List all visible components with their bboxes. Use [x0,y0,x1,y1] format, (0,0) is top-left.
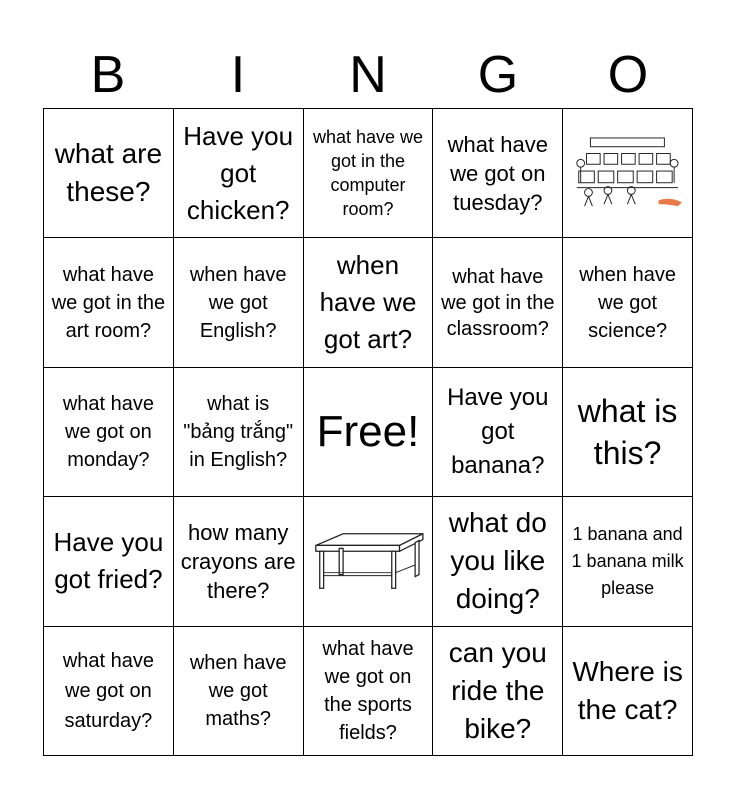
table-icon [310,529,427,593]
bingo-cell[interactable] [304,109,434,238]
cell-text: when have we got maths? [189,651,287,730]
cell-text: what have we got in the art room? [51,263,166,342]
bingo-cell[interactable] [563,497,693,626]
bingo-cell[interactable] [174,238,304,367]
free-text: Free! [316,406,420,456]
cell-text: when have we got art? [319,250,417,355]
cell-text: Where is the cat? [572,655,683,725]
bingo-cell[interactable] [44,497,174,626]
cell-text: when have we got science? [579,263,676,342]
cell-text: what have we got on monday? [62,392,154,471]
computer-room-icon [569,133,686,213]
bingo-cell[interactable] [174,627,304,756]
bingo-cell[interactable] [174,497,304,626]
bingo-cell[interactable] [433,109,563,238]
header-letter-b: B [90,46,126,104]
cell-text: Have you got fried? [53,527,164,595]
cell-text: what have we got in the computer room? [312,127,424,220]
bingo-cell[interactable] [304,238,434,367]
cell-text: what have we got on tuesday? [447,131,548,215]
bingo-cell[interactable] [174,109,304,238]
cell-text: can you ride the bike? [448,636,547,744]
cell-text: what have we got on the sports fields? [322,637,414,744]
cell-text: what are these? [54,138,163,208]
bingo-cell[interactable] [44,627,174,756]
bingo-header [43,44,693,106]
bingo-cell[interactable] [433,238,563,367]
free-space[interactable] [304,368,434,497]
bingo-cell[interactable] [563,627,693,756]
header-letter-i: I [230,46,246,104]
cell-text: what is this? [577,392,678,471]
cell-text: what have we got in the classroom? [441,265,555,340]
header-letter-o: O [607,46,649,104]
cell-text: what is "bảng trắng" in English? [183,392,294,471]
cell-text: when have we got English? [189,263,287,342]
bingo-cell[interactable] [563,368,693,497]
bingo-cell[interactable] [563,238,693,367]
bingo-cell[interactable] [44,238,174,367]
bingo-cell[interactable] [44,109,174,238]
cell-text: what have we got on saturday? [62,649,154,732]
cell-text: 1 banana and 1 banana milk please [571,523,684,598]
cell-text: Have you got chicken? [183,120,294,225]
bingo-cell[interactable] [174,368,304,497]
cell-text: what do you like doing? [448,507,547,615]
bingo-cell[interactable] [304,497,434,626]
bingo-cell[interactable] [433,627,563,756]
bingo-cell[interactable] [563,109,693,238]
cell-text: Have you got banana? [447,383,549,479]
bingo-cell[interactable] [304,627,434,756]
bingo-cell[interactable] [433,368,563,497]
header-letter-n: N [349,46,387,104]
bingo-card [43,108,693,756]
bingo-cell[interactable] [433,497,563,626]
bingo-cell[interactable] [44,368,174,497]
header-letter-g: G [477,46,519,104]
cell-text: how many crayons are there? [180,519,296,603]
